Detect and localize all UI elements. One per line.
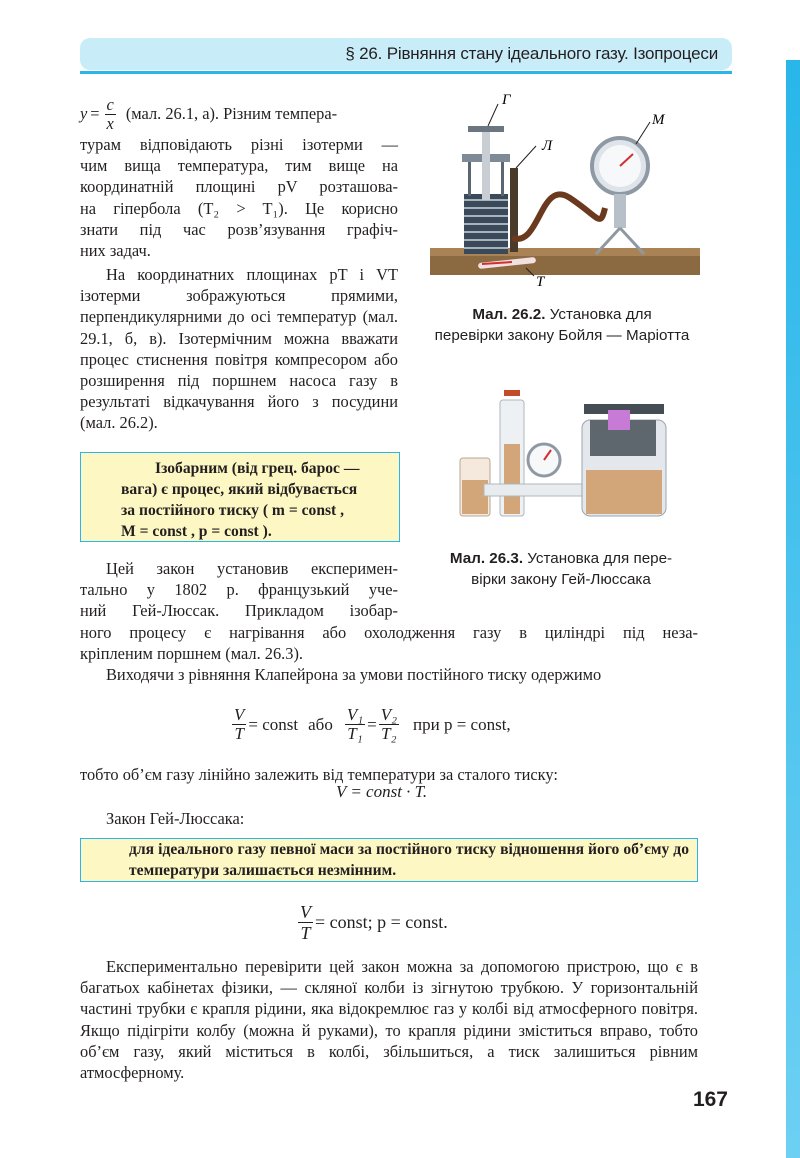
gl-line-5: кріпленим поршнем (мал. 26.3). [80, 643, 304, 663]
figure-label-l: Л [542, 138, 553, 154]
p1-line-4: на гіпербола (T₂ > T₁). Це корисно [80, 198, 398, 218]
gl-line-2: тально у 1802 р. французький уче- [80, 580, 398, 600]
p1-line-1: турам відповідають різні ізотерми — [80, 135, 398, 154]
paragraph-experiment: Експериментально перевірити цей закон можна за допомогою пристрою, що є в багатьох кабінетах фізики, — скляної колби із зігнутою трубкою. У горизонтальній частині трубки є крапля рідини, яка відокремлює газ у колбі від атмосферного повітря. Якщо підігріти колбу (можна й руками), то крапля рідини зміститься вправо, тобто об’єм газу, який міститься в колбі, збільшиться, а тиск залишиться рівним атмосферному. [80, 957, 698, 1083]
isobar-definition-box [80, 452, 400, 542]
isobar-line-1: Ізобарним (від грец. барос — [155, 460, 360, 477]
p1-line-5: знати під час розв’язування графіч- [80, 219, 398, 239]
paragraph-hyperbola: y = $\frac{c}{x}$ (мал. 26.1, а). Різним темпера- турам відповідають різні ізотерми — чим вища температура, тим вище на координатній площині pV розташова- на гіпербола (T₂ > T₁). Це корисно знати під час розв’язування графіч- них задач. [80, 94, 398, 261]
formula-c-over-x: $\frac{c}{x}$ [106, 94, 114, 133]
gl-line-3: ний Гей-Люссак. Прикладом ізобар- [80, 601, 398, 621]
figure-26-2-illustration [430, 88, 700, 288]
page-number: 167 [692, 1088, 728, 1111]
gay-lussac-law-box [80, 838, 698, 882]
side-stripe [786, 60, 800, 1158]
formula-v-t-const: $\frac{V}{T}$ = const; p = const. [300, 902, 448, 943]
header-underline [80, 71, 732, 74]
isobar-line-4: M = const , p = const ). [121, 523, 272, 540]
formula-y: y [80, 104, 88, 124]
paragraph-clapeyron: Виходячи з рівняння Клапейрона за умови постійного тиску одержимо [106, 665, 602, 684]
law-text: для ідеального газу певної маси за постійного тиску відношення його об’єму до температури залишається незмінним. [129, 841, 689, 879]
figure-26-3-caption: Мал. 26.3. Установка для пере- вірки закону Гей-Люссака [449, 550, 673, 588]
p1-line-2: чим вища температура, тим вище на [80, 156, 398, 176]
figure-26-3-illustration [458, 384, 678, 518]
section-title: § 26. Рівняння стану ідеального газу. Ізопроцеси [345, 44, 718, 63]
p1-line-0: (мал. 26.1, а). Різним темпера- [125, 104, 338, 124]
p1-line-6: них задач. [80, 241, 151, 261]
figure-26-2-caption: Мал. 26.2. Установка для перевірки закону Бойля — Маріотта [434, 306, 690, 344]
law-title: Закон Гей-Люссака: [106, 809, 245, 828]
page-header [80, 38, 732, 70]
p1-line-3: координатній площині pV розташова- [80, 177, 398, 197]
figure-label-g: Г [502, 92, 511, 108]
paragraph-isotherms: На координатних площинах pT і VT ізотерми зображуються прямими, перпендикулярними до осі температур (мал. 29.1, б, в). Ізотермічним можна вважати процес стиснення повітря компресором або розширення під поршнем насоса газу в результаті відкачування його з посудини (мал. 26.2). [80, 265, 398, 433]
formula-v-const-t: V = const · T. [336, 782, 428, 801]
gl-line-4: ного процесу є нагрівання або охолодження газу в циліндрі під неза- [80, 622, 698, 642]
figure-label-t: Т [536, 274, 545, 288]
isobar-line-3: за постійного тиску ( m = const , [121, 502, 345, 519]
figure-label-m: М [652, 112, 665, 128]
paragraph-linear: тобто об’єм газу лінійно залежить від температури за сталого тиску: [80, 765, 558, 784]
isobar-line-2: вага) є процес, який відбувається [121, 481, 358, 498]
formula-v-over-t: $\frac{V}{T}$ = const або $\frac{\text{V₁}}{\text{T₁}}$ = $\frac{\text{V₂}}{\text{T₂}}$ при p = const, [234, 705, 511, 743]
gl-line-1: Цей закон установив експеримен- [106, 559, 398, 578]
